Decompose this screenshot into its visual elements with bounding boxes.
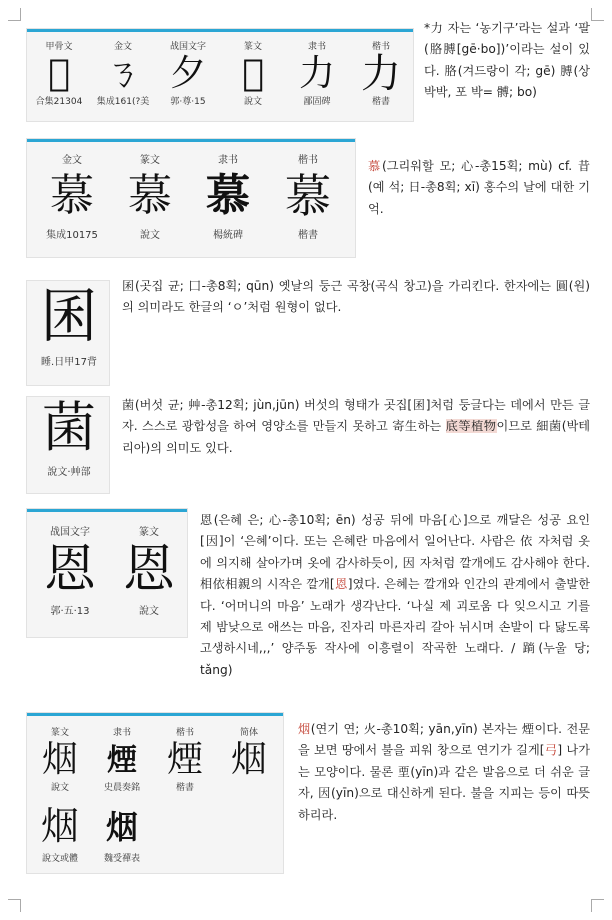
card-accent-bar (27, 509, 187, 512)
script-label: 楷书 (371, 42, 390, 52)
ancient-glyph: 烟 (41, 739, 78, 780)
entry-yan-text (298, 719, 590, 826)
script-label: 隶书 (307, 42, 326, 52)
highlighted-char: 恩 (334, 577, 348, 592)
glyph-card-jun (26, 396, 110, 494)
ancient-glyph: 菌 (42, 396, 96, 459)
source-label: 楊統碑 (213, 230, 243, 241)
glyph-column (91, 725, 153, 793)
source-label: 郭·尊·15 (170, 97, 206, 107)
ancient-glyph: 夕 (169, 53, 206, 94)
entry-body: ] 나가는 모양이다. 물론 垔(yīn)과 같은 발음으로 더 쉬운 글자, 因(yīn)으로 대신하게 된다. 불을 지피는 등이 따뜻하리라. (298, 743, 590, 822)
script-label: 战国文字 (169, 42, 206, 52)
source-label: 集成161(?美 (96, 97, 150, 107)
source-label: 史晨奏銘 (103, 783, 140, 793)
script-label: 战国文字 (50, 527, 90, 538)
entry-en-text (200, 510, 590, 681)
source-label: 集成10175 (46, 230, 98, 241)
glyph-column (285, 39, 349, 107)
crop-mark-bottom-right (591, 899, 604, 912)
glyph-column (221, 39, 285, 107)
source-label: 說文 (139, 606, 159, 617)
ancient-glyph: 𠠲 (48, 53, 70, 94)
card-accent-bar (27, 29, 413, 32)
ancient-glyph: 慕 (50, 170, 94, 221)
glyph-card-qun (26, 280, 110, 386)
glyph-column (91, 808, 153, 864)
glyph-column (267, 151, 349, 241)
source-label: 說文 (50, 783, 69, 793)
glyph-column (217, 725, 281, 778)
source-label: 郭·五·13 (50, 606, 90, 617)
script-label: 楷书 (175, 728, 194, 738)
ancient-glyph: 煙 (107, 743, 137, 778)
glyph-column (349, 39, 413, 107)
entry-body: ]였다. 은혜는 깔개와 인간의 관계에서 출발한다. ‘어머니의 마음’ 노래가 생각난다. ‘나실 제 괴로움 다 잊으시고 기를 제 밤낮으로 애쓰는 마음, 진자리 마른자리 갈아 뉘시며 손발이 다 닳도록 고생하시네,,,’ 양주동 작사에 이흥렬이 작곡한 노래다. / 䠀(누울 당; tǎng) (200, 577, 590, 677)
entry-body: 恩(은혜 은; 心-총10획; ēn) 성공 뒤에 마음[心]으로 깨달은 성공 요인[因]이 ‘은혜’이다. 또는 은혜란 마음에서 일어난다. 사람은 依 자처럼 옷에 의지해 살아가며 옷에 감사하듯이, 因 자처럼 깔개에도 감사해야 한다. 相依相親의 시작은 깔개[ (200, 513, 590, 592)
entry-body: (그리워할 모; 心-총15획; mù) cf. 昔(예 석; 日-총8획; xī) 홍수의 날에 대한 기억. (368, 159, 591, 216)
crop-mark-bottom-left (8, 899, 21, 912)
ancient-glyph: 力 (361, 51, 401, 97)
entry-qun-text: 囷(곳집 균; 囗-총8획; qūn) 옛날의 둥근 곡창(곡식 창고)을 가리킨다. 한자에는 圓(원)의 의미라도 한글의 ‘ㅇ’처럼 원형이 없다. (122, 279, 590, 315)
source-label: 說文或體 (41, 854, 78, 864)
entry-body: 이므로 細菌(박테리아)의 의미도 있다. (122, 419, 591, 455)
entry-li-text: *力 자는 ‘농기구’라는 설과 ‘팔(胳膊[gē·bo])’이라는 설이 있다. 胳(겨드랑이 각; gē) 膊(상박박, 포 박= 髆; bo) (424, 21, 590, 100)
entry-head-char: 慕 (368, 159, 382, 173)
script-label: 篆文 (50, 728, 69, 738)
glyph-column (33, 151, 111, 241)
script-label: 金文 (113, 42, 132, 52)
ancient-glyph: 慕 (206, 170, 250, 221)
script-label: 甲骨文 (45, 42, 73, 52)
crop-mark-top-right (591, 8, 604, 21)
glyph-column (111, 151, 189, 241)
glyph-column (27, 282, 111, 368)
ancient-glyph: 恩 (43, 540, 96, 600)
glyph-column (111, 523, 187, 617)
script-label: 隶书 (112, 728, 131, 738)
source-label: 楷書 (298, 230, 318, 241)
glyph-evolution-card-en (26, 508, 188, 638)
highlighted-term: 底等植物 (445, 419, 497, 434)
card-accent-bar (27, 139, 355, 142)
entry-body: 菌(버섯 균; 艸-총12획; jùn,jūn) 버섯의 형태가 곳집[囷]처럼 둥글다는 데에서 만든 글자. 스스로 광합성을 하여 영양소를 만들지 못하고 寄生하는 (122, 398, 590, 434)
glyph-evolution-card-li (26, 28, 414, 122)
ancient-glyph: 力 (298, 53, 335, 94)
ancient-glyph: 烟 (230, 739, 267, 780)
glyph-column (155, 39, 221, 107)
ancient-glyph: 煙 (166, 739, 203, 780)
script-label: 隶书 (218, 155, 238, 166)
source-label: 鄙固碑 (303, 97, 331, 107)
crop-mark-top-left (8, 8, 21, 21)
source-label: 說文 (243, 97, 262, 107)
source-label: 楷書 (371, 97, 390, 107)
script-label: 篆文 (139, 527, 159, 538)
glyph-column (153, 725, 217, 793)
script-label: 简体 (239, 728, 258, 738)
glyph-column (27, 39, 91, 107)
card-accent-bar (27, 713, 283, 716)
ancient-glyph: 𠡠 (242, 53, 264, 94)
ancient-glyph: 囷 (39, 282, 98, 350)
ancient-glyph: 烟 (40, 804, 79, 848)
source-label: 魏受禪表 (103, 854, 140, 864)
source-label: 睡.日甲17背 (41, 357, 97, 368)
glyph-column (189, 151, 267, 241)
glyph-evolution-card-yan (26, 712, 284, 874)
ancient-glyph: 烟 (105, 808, 138, 846)
ancient-glyph: ㄋ (104, 53, 141, 94)
script-label: 金文 (62, 155, 82, 166)
glyph-column (91, 39, 155, 107)
entry-body: (연기 연; 火-총10획; yān,yīn) 본자는 煙이다. 전문을 보면 땅에서 불을 피워 창으로 연기가 길게[ (298, 722, 590, 758)
entry-head-char: 烟 (298, 722, 311, 736)
entry-jun-text (122, 395, 590, 459)
highlighted-char: 弓 (544, 743, 558, 758)
glyph-column (29, 523, 111, 617)
ancient-glyph: 恩 (122, 540, 175, 600)
entry-mu-text (368, 156, 590, 220)
ancient-glyph: 慕 (128, 170, 172, 221)
source-label: 說文·艸部 (47, 467, 91, 478)
ancient-glyph: 慕 (285, 169, 331, 223)
script-label: 楷书 (298, 155, 318, 166)
glyph-column (29, 725, 91, 793)
script-label: 篆文 (140, 155, 160, 166)
script-label: 篆文 (243, 42, 262, 52)
glyph-column (27, 396, 111, 478)
glyph-evolution-card-mu (26, 138, 356, 258)
source-label: 楷書 (175, 783, 194, 793)
source-label: 說文 (140, 230, 160, 241)
source-label: 合集21304 (35, 97, 83, 107)
glyph-column (29, 804, 91, 864)
